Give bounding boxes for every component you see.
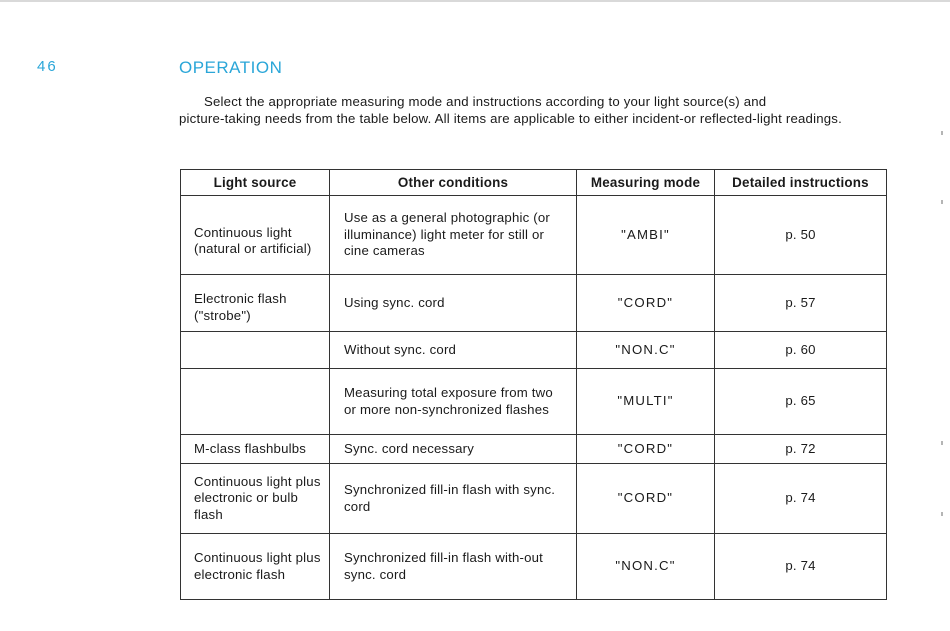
table-row	[181, 534, 887, 600]
cell-condition: Measuring total exposure from two or more non-synchronized flashes	[330, 369, 577, 435]
cell-instructions: p. 74	[715, 534, 887, 600]
page-number: 46	[37, 58, 58, 75]
table-row	[181, 332, 887, 369]
cell-light-source: Continuous light (natural or artificial)	[181, 196, 330, 275]
cell-mode: "MULTI"	[577, 369, 715, 435]
cell-light-source	[181, 332, 330, 369]
table-row	[181, 464, 887, 534]
table-row	[181, 369, 887, 435]
cell-mode: "NON.C"	[577, 534, 715, 600]
cell-light-source: Continuous light plus electronic flash	[181, 534, 330, 600]
intro-line-1: Select the appropriate measuring mode and instructions according to your light source(s) and	[204, 94, 767, 109]
header-light-source: Light source	[181, 170, 330, 196]
cell-light-source: Electronic flash ("strobe")	[181, 275, 330, 332]
cell-light-source: M-class flashbulbs	[181, 435, 330, 464]
cell-instructions: p. 74	[715, 464, 887, 534]
cell-condition: Synchronized fill-in flash with sync. cord	[330, 464, 577, 534]
table-row	[181, 275, 887, 332]
margin-speck	[941, 512, 943, 516]
table-header-row	[181, 170, 887, 196]
cell-condition: Using sync. cord	[330, 275, 577, 332]
margin-speck	[941, 441, 943, 445]
cell-light-source	[181, 369, 330, 435]
table-row	[181, 435, 887, 464]
cell-mode: "AMBI"	[577, 196, 715, 275]
margin-speck	[941, 131, 943, 135]
header-other-conditions: Other conditions	[330, 170, 577, 196]
cell-instructions: p. 50	[715, 196, 887, 275]
top-edge-line	[0, 0, 950, 2]
cell-instructions: p. 72	[715, 435, 887, 464]
header-detailed-instructions: Detailed instructions	[715, 170, 887, 196]
margin-speck	[941, 200, 943, 204]
cell-mode: "NON.C"	[577, 332, 715, 369]
cell-instructions: p. 57	[715, 275, 887, 332]
cell-light-source: Continuous light plus electronic or bulb flash	[181, 464, 330, 534]
cell-mode: "CORD"	[577, 275, 715, 332]
cell-mode: "CORD"	[577, 435, 715, 464]
cell-condition: Sync. cord necessary	[330, 435, 577, 464]
cell-condition: Synchronized fill-in flash with-out sync. cord	[330, 534, 577, 600]
cell-condition: Without sync. cord	[330, 332, 577, 369]
header-measuring-mode: Measuring mode	[577, 170, 715, 196]
cell-condition: Use as a general photographic (or illuminance) light meter for still or cine cameras	[330, 196, 577, 275]
cell-instructions: p. 65	[715, 369, 887, 435]
table-row	[181, 196, 887, 275]
cell-mode: "CORD"	[577, 464, 715, 534]
intro-paragraph	[179, 94, 886, 127]
cell-instructions: p. 60	[715, 332, 887, 369]
measuring-mode-table	[180, 169, 887, 600]
intro-rest: picture-taking needs from the table below. All items are applicable to either incident-or reflected-light readings.	[179, 110, 842, 126]
section-title: OPERATION	[179, 58, 283, 77]
